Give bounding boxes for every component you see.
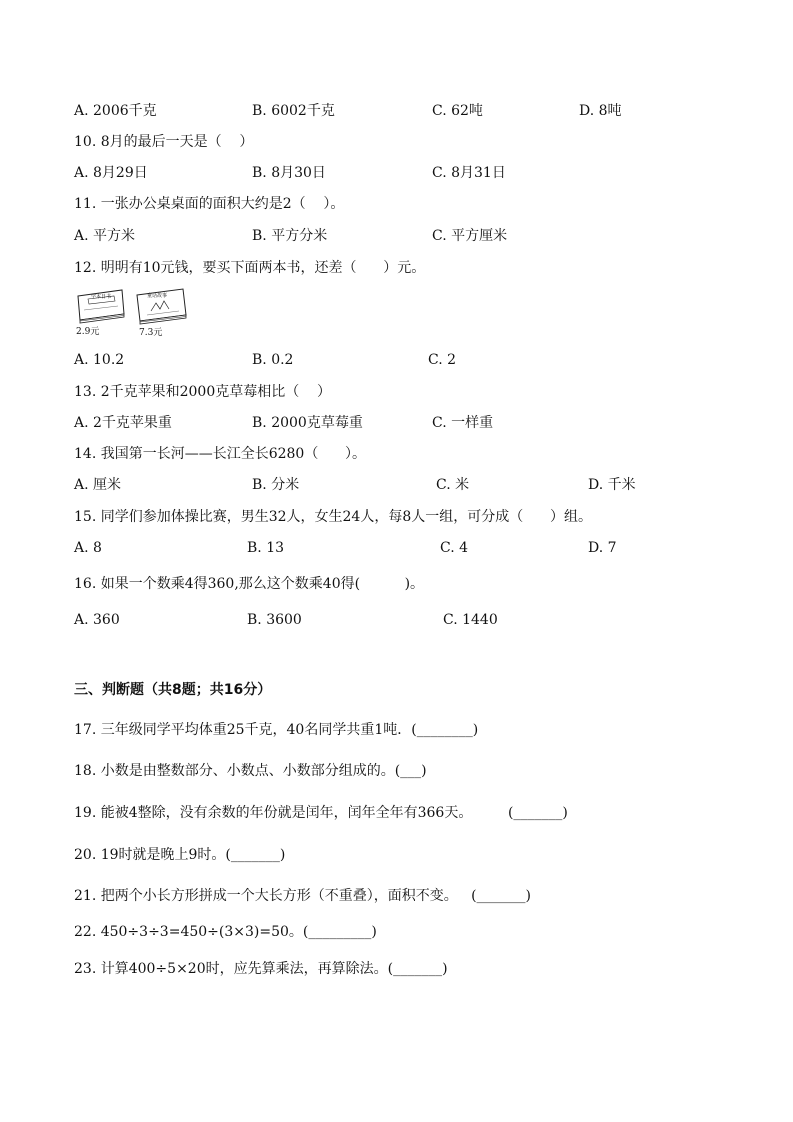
- option-d: D. 8吨: [579, 103, 622, 119]
- option-d: D. 7: [588, 540, 617, 556]
- book-price: 7.3元: [139, 328, 163, 338]
- option-b: B. 0.2: [252, 352, 294, 368]
- option-a: A. 360: [74, 612, 120, 628]
- question-16-stem: 16. 如果一个数乘4得360,那么这个数乘40得( )。: [74, 576, 425, 592]
- book-cover-title: 童话故事: [147, 293, 168, 299]
- option-a: A. 厘米: [74, 477, 122, 493]
- section-heading: 三、判断题（共8题；共16分）: [74, 682, 272, 698]
- option-a: A. 10.2: [74, 352, 125, 368]
- option-b: B. 8月30日: [252, 165, 326, 181]
- question-11-stem: 11. 一张办公桌桌面的面积大约是2（ ）。: [74, 196, 345, 212]
- judgment-item-23: 23. 计算400÷5×20时，应先算乘法，再算除法。(_______): [74, 961, 448, 977]
- option-c: C. 一样重: [432, 415, 494, 431]
- judgment-item-21: 21. 把两个小长方形拼成一个大长方形（不重叠），面积不变。 (_______): [74, 888, 531, 904]
- judgment-item-22: 22. 450÷3÷3=450÷(3×3)=50。(_________): [74, 924, 377, 940]
- question-12-stem: 12. 明明有10元钱，要买下面两本书，还差（ ）元。: [74, 260, 426, 276]
- option-c: C. 米: [436, 477, 470, 493]
- judgment-item-19: 19. 能被4整除，没有余数的年份就是闰年，闰年全年有366天。 (_______): [74, 805, 568, 821]
- option-a: A. 8: [74, 540, 102, 556]
- option-c: C. 62吨: [432, 103, 483, 119]
- question-15-stem: 15. 同学们参加体操比赛，男生32人，女生24人，每8人一组，可分成（ ）组。: [74, 509, 592, 525]
- option-b: B. 3600: [247, 612, 302, 628]
- option-b: B. 13: [247, 540, 285, 556]
- option-c: C. 4: [440, 540, 469, 556]
- book-image-2: [131, 287, 191, 338]
- book-cover-title: 学本日书: [91, 294, 112, 300]
- option-c: C. 1440: [443, 612, 498, 628]
- option-a: A. 2006千克: [74, 103, 157, 119]
- option-b: B. 分米: [252, 477, 300, 493]
- book-price: 2.9元: [76, 327, 100, 337]
- option-b: B. 平方分米: [252, 228, 328, 244]
- option-b: B. 6002千克: [252, 103, 335, 119]
- judgment-item-17: 17. 三年级同学平均体重25千克，40名同学共重1吨．(________): [74, 722, 479, 738]
- option-c: C. 2: [428, 352, 457, 368]
- judgment-item-20: 20. 19时就是晚上9时。(_______): [74, 847, 286, 863]
- option-c: C. 8月31日: [432, 165, 506, 181]
- book-image-1: [72, 288, 128, 337]
- option-b: B. 2000克草莓重: [252, 415, 363, 431]
- judgment-item-18: 18. 小数是由整数部分、小数点、小数部分组成的。(___): [74, 763, 427, 779]
- question-13-stem: 13. 2千克苹果和2000克草莓相比（ ）: [74, 384, 332, 400]
- question-14-stem: 14. 我国第一长河——长江全长6280（ ）。: [74, 446, 367, 462]
- option-a: A. 8月29日: [74, 165, 148, 181]
- option-d: D. 千米: [588, 477, 636, 493]
- option-a: A. 平方米: [74, 228, 136, 244]
- question-10-stem: 10. 8月的最后一天是（ ）: [74, 134, 254, 150]
- option-c: C. 平方厘米: [432, 228, 508, 244]
- option-a: A. 2千克苹果重: [74, 415, 172, 431]
